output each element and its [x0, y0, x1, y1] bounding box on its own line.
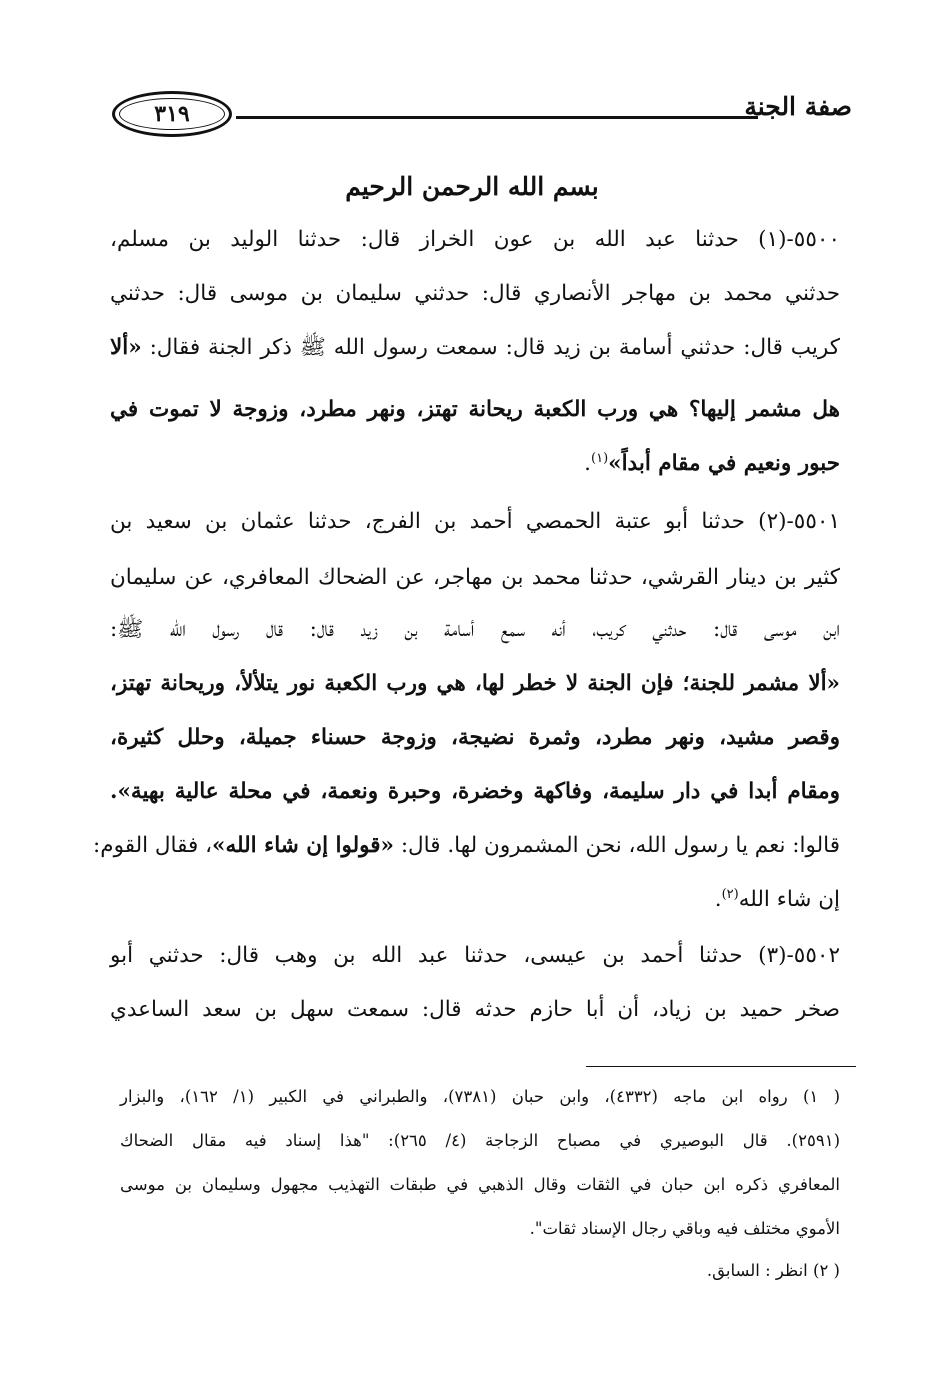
- basmala-heading: بسم الله الرحمن الرحيم: [345, 172, 599, 201]
- chapter-title: صفة الجنة: [744, 92, 852, 121]
- footnote-line-5: ( ٢) انظر : السابق.: [706, 1261, 840, 1280]
- footnote-ref-1: (١): [591, 450, 609, 466]
- footnote-line-4: الأموي مختلف فيه وباقي رجال الإسناد ثقات".: [529, 1219, 840, 1238]
- header-rule: [236, 116, 758, 119]
- text-line-3: [110, 332, 840, 364]
- text-line-12-bold: «قولوا إن شاء الله»: [212, 833, 394, 858]
- text-line-13: [110, 884, 840, 916]
- text-line-7: كثير بن دينار القرشي، حدثنا محمد بن مهاجر، عن الضحاك المعافري، عن سليمان: [110, 565, 840, 590]
- text-line-12: [93, 830, 840, 862]
- text-line-5: [110, 448, 840, 480]
- text-line-6: ٥٥٠١-(٢) حدثنا أبو عتبة الحمصي أحمد بن الفرج، حدثنا عثمان بن سعيد بن: [110, 509, 840, 534]
- text-line-10: وقصر مشيد، ونهر مطرد، وثمرة نضيجة، وزوجة حسناء جميلة، وحلل كثيرة،: [110, 725, 840, 750]
- text-line-5-bold: حبور ونعيم في مقام أبداً»: [608, 451, 840, 476]
- text-line-11: ومقام أبدا في دار سليمة، وفاكهة وخضرة، وحبرة ونعمة، في محلة عالية بهية».: [110, 779, 840, 804]
- text-line-12-end: ، فقال القوم:: [93, 833, 213, 858]
- text-line-5-end: .: [584, 451, 591, 476]
- text-line-13-end: .: [714, 887, 722, 912]
- text-line-12-plain: قالوا: نعم يا رسول الله، نحن المشمرون لها. قال:: [393, 833, 840, 858]
- text-line-14: ٥٥٠٢-(٣) حدثنا أحمد بن عيسى، حدثنا عبد الله بن وهب قال: حدثني أبو: [110, 943, 840, 968]
- text-line-2: حدثني محمد بن مهاجر الأنصاري قال: حدثني سليمان بن موسى قال: حدثني: [110, 281, 840, 306]
- text-line-15: صخر حميد بن زياد، أن أبا حازم حدثه قال: سمعت سهل بن سعد الساعدي: [110, 997, 840, 1022]
- text-line-1: ٥٥٠٠-(١) حدثنا عبد الله بن عون الخراز قال: حدثنا الوليد بن مسلم،: [110, 227, 840, 252]
- footnote-line-3: المعافري ذكره ابن حبان في الثقات وقال الذهبي في طبقات التهذيب مجهول وسليمان بن موسى: [120, 1175, 840, 1194]
- footnote-separator: [586, 1066, 856, 1067]
- footnote-ref-2: (٢): [721, 886, 739, 902]
- footnote-line-2: (٢٥٩١). قال البوصيري في مصباح الزجاجة (٤/ ٢٦٥): "هذا إسناد فيه مقال الضحاك: [120, 1131, 840, 1150]
- footnote-line-1: ( ١) رواه ابن ماجه (٤٣٣٢)، وابن حبان (٧٣٨١)، والطبراني في الكبير (١/ ١٦٢)، والبزار: [120, 1087, 841, 1106]
- text-line-13-text: إن شاء الله: [738, 887, 840, 912]
- text-line-4: هل مشمر إليها؟ هي ورب الكعبة ريحانة تهتز، ونهر مطرد، وزوجة لا تموت في: [110, 397, 840, 422]
- text-line-3-plain: كريب قال: حدثني أسامة بن زيد قال: سمعت رسول الله ﷺ ذكر الجنة فقال:: [141, 335, 840, 360]
- text-line-3-bold: «ألا: [110, 335, 142, 360]
- text-line-9: «ألا مشمر للجنة؛ فإن الجنة لا خطر لها، هي ورب الكعبة نور يتلألأ، وريحانة تهتز،: [110, 671, 840, 696]
- page-number: ٣١٩: [112, 91, 232, 137]
- text-line-8: ابن موسى قال: حدثني كريب، أنه سمع أسامة بن زيد قال: قال رسول الله ﷺ:: [110, 617, 840, 642]
